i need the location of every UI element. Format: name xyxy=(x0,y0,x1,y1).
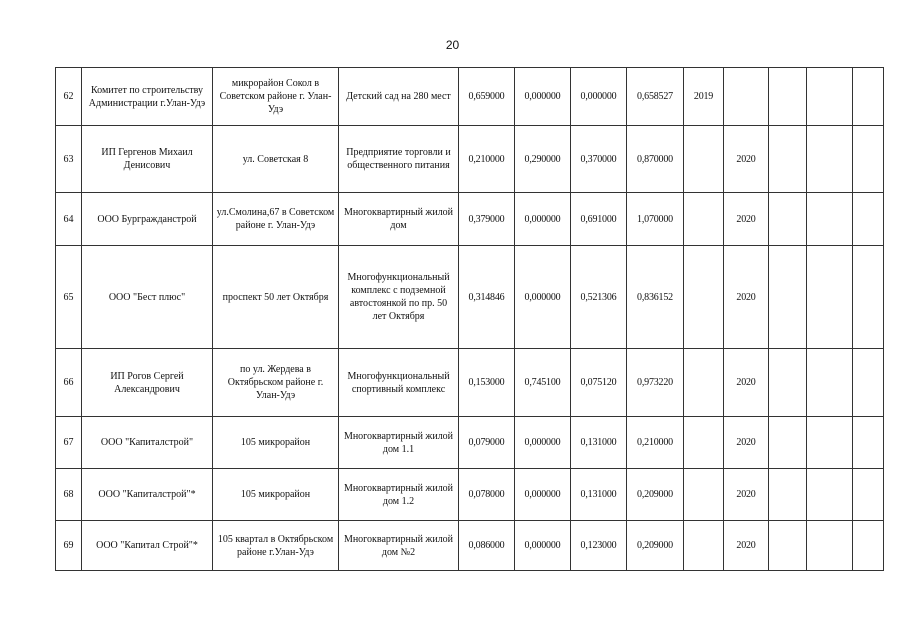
organization-cell: ООО "Капитал Строй"* xyxy=(82,521,213,571)
empty-cell xyxy=(853,349,884,417)
value-cell-4: 0,658527 xyxy=(627,68,684,126)
address-cell: 105 микрорайон xyxy=(213,417,339,469)
empty-cell xyxy=(769,349,807,417)
address-cell: ул.Смолина,67 в Советском районе г. Улан-Удэ xyxy=(213,193,339,246)
value-cell-3: 0,075120 xyxy=(571,349,627,417)
register-table xyxy=(55,67,884,571)
year-2020-cell: 2020 xyxy=(724,126,769,193)
empty-cell xyxy=(853,246,884,349)
empty-cell xyxy=(807,469,853,521)
table-row xyxy=(56,68,884,126)
year-2020-cell: 2020 xyxy=(724,349,769,417)
year-2019-cell xyxy=(684,521,724,571)
organization-cell: ИП Рогов Сергей Александрович xyxy=(82,349,213,417)
value-cell-1: 0,079000 xyxy=(459,417,515,469)
year-2019-cell xyxy=(684,246,724,349)
table-row xyxy=(56,469,884,521)
row-number: 68 xyxy=(56,469,82,521)
value-cell-2: 0,000000 xyxy=(515,68,571,126)
year-2019-cell xyxy=(684,417,724,469)
row-number: 62 xyxy=(56,68,82,126)
value-cell-2: 0,745100 xyxy=(515,349,571,417)
object-cell: Многоквартирный жилой дом 1.2 xyxy=(339,469,459,521)
value-cell-2: 0,000000 xyxy=(515,521,571,571)
value-cell-2: 0,290000 xyxy=(515,126,571,193)
organization-cell: ООО "Капиталстрой" xyxy=(82,417,213,469)
table-row xyxy=(56,417,884,469)
value-cell-1: 0,086000 xyxy=(459,521,515,571)
value-cell-4: 0,210000 xyxy=(627,417,684,469)
organization-cell: ООО "Капиталстрой"* xyxy=(82,469,213,521)
row-number: 63 xyxy=(56,126,82,193)
year-2020-cell: 2020 xyxy=(724,417,769,469)
address-cell: 105 микрорайон xyxy=(213,469,339,521)
object-cell: Многоквартирный жилой дом №2 xyxy=(339,521,459,571)
value-cell-3: 0,000000 xyxy=(571,68,627,126)
empty-cell xyxy=(769,126,807,193)
address-cell: 105 квартал в Октябрьском районе г.Улан-Удэ xyxy=(213,521,339,571)
value-cell-4: 1,070000 xyxy=(627,193,684,246)
year-2019-cell xyxy=(684,469,724,521)
value-cell-3: 0,131000 xyxy=(571,469,627,521)
row-number: 64 xyxy=(56,193,82,246)
year-2020-cell: 2020 xyxy=(724,246,769,349)
year-2020-cell xyxy=(724,68,769,126)
empty-cell xyxy=(853,521,884,571)
year-2019-cell xyxy=(684,126,724,193)
empty-cell xyxy=(807,521,853,571)
object-cell: Многофункциональный спортивный комплекс xyxy=(339,349,459,417)
row-number: 66 xyxy=(56,349,82,417)
value-cell-2: 0,000000 xyxy=(515,193,571,246)
value-cell-4: 0,209000 xyxy=(627,469,684,521)
table-row xyxy=(56,246,884,349)
empty-cell xyxy=(769,193,807,246)
empty-cell xyxy=(769,246,807,349)
organization-cell: ООО Бургражданстрой xyxy=(82,193,213,246)
empty-cell xyxy=(769,521,807,571)
empty-cell xyxy=(807,246,853,349)
value-cell-1: 0,379000 xyxy=(459,193,515,246)
empty-cell xyxy=(807,417,853,469)
year-2019-cell xyxy=(684,193,724,246)
table-row xyxy=(56,521,884,571)
empty-cell xyxy=(853,417,884,469)
organization-cell: ООО "Бест плюс" xyxy=(82,246,213,349)
value-cell-4: 0,836152 xyxy=(627,246,684,349)
value-cell-3: 0,123000 xyxy=(571,521,627,571)
object-cell: Многоквартирный жилой дом 1.1 xyxy=(339,417,459,469)
year-2020-cell: 2020 xyxy=(724,193,769,246)
table-row xyxy=(56,349,884,417)
value-cell-4: 0,973220 xyxy=(627,349,684,417)
empty-cell xyxy=(807,349,853,417)
object-cell: Детский сад на 280 мест xyxy=(339,68,459,126)
empty-cell xyxy=(853,193,884,246)
address-cell: по ул. Жердева в Октябрьском районе г. Улан-Удэ xyxy=(213,349,339,417)
value-cell-3: 0,521306 xyxy=(571,246,627,349)
empty-cell xyxy=(807,126,853,193)
year-2019-cell xyxy=(684,349,724,417)
row-number: 69 xyxy=(56,521,82,571)
empty-cell xyxy=(769,417,807,469)
table-row xyxy=(56,193,884,246)
row-number: 65 xyxy=(56,246,82,349)
empty-cell xyxy=(853,126,884,193)
empty-cell xyxy=(769,68,807,126)
value-cell-1: 0,078000 xyxy=(459,469,515,521)
address-cell: ул. Советская 8 xyxy=(213,126,339,193)
year-2020-cell: 2020 xyxy=(724,521,769,571)
value-cell-3: 0,131000 xyxy=(571,417,627,469)
value-cell-1: 0,659000 xyxy=(459,68,515,126)
value-cell-2: 0,000000 xyxy=(515,469,571,521)
empty-cell xyxy=(807,193,853,246)
value-cell-4: 0,870000 xyxy=(627,126,684,193)
organization-cell: Комитет по строительству Администрации г.Улан-Удэ xyxy=(82,68,213,126)
value-cell-2: 0,000000 xyxy=(515,246,571,349)
year-2020-cell: 2020 xyxy=(724,469,769,521)
empty-cell xyxy=(853,469,884,521)
address-cell: проспект 50 лет Октября xyxy=(213,246,339,349)
empty-cell xyxy=(769,469,807,521)
value-cell-3: 0,691000 xyxy=(571,193,627,246)
empty-cell xyxy=(853,68,884,126)
row-number: 67 xyxy=(56,417,82,469)
object-cell: Многофункциональный комплекс с подземной автостоянкой по пр. 50 лет Октября xyxy=(339,246,459,349)
value-cell-4: 0,209000 xyxy=(627,521,684,571)
object-cell: Многоквартирный жилой дом xyxy=(339,193,459,246)
address-cell: микрорайон Сокол в Советском районе г. Улан- Удэ xyxy=(213,68,339,126)
value-cell-3: 0,370000 xyxy=(571,126,627,193)
table-row xyxy=(56,126,884,193)
value-cell-1: 0,314846 xyxy=(459,246,515,349)
page-number: 20 xyxy=(445,38,460,52)
value-cell-2: 0,000000 xyxy=(515,417,571,469)
year-2019-cell: 2019 xyxy=(684,68,724,126)
value-cell-1: 0,210000 xyxy=(459,126,515,193)
empty-cell xyxy=(807,68,853,126)
organization-cell: ИП Гергенов Михаил Денисович xyxy=(82,126,213,193)
value-cell-1: 0,153000 xyxy=(459,349,515,417)
object-cell: Предприятие торговли и общественного питания xyxy=(339,126,459,193)
